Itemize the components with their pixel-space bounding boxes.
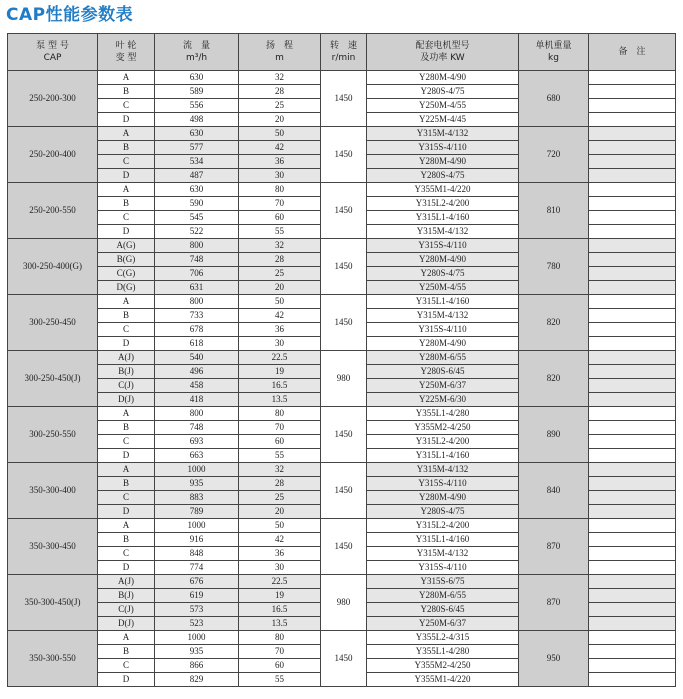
- table-body: [8, 71, 676, 687]
- variant-cell: B(J): [98, 365, 155, 379]
- head-cell: 42: [239, 533, 321, 547]
- note-cell: [589, 155, 676, 169]
- variant-cell: D(G): [98, 281, 155, 295]
- header-note: 备 注: [589, 34, 676, 71]
- speed-cell: 1450: [321, 463, 367, 519]
- weight-cell: 870: [519, 519, 589, 575]
- motor-cell: Y315M-4/132: [367, 225, 519, 239]
- flow-cell: 589: [155, 85, 239, 99]
- variant-cell: A: [98, 631, 155, 645]
- head-cell: 36: [239, 155, 321, 169]
- motor-cell: Y355L1-4/280: [367, 645, 519, 659]
- table-row: [8, 407, 676, 421]
- motor-cell: Y280S-6/45: [367, 365, 519, 379]
- variant-cell: A(G): [98, 239, 155, 253]
- note-cell: [589, 99, 676, 113]
- note-cell: [589, 239, 676, 253]
- head-cell: 30: [239, 561, 321, 575]
- motor-cell: Y315L1-4/160: [367, 533, 519, 547]
- variant-cell: C(G): [98, 267, 155, 281]
- head-cell: 70: [239, 421, 321, 435]
- flow-cell: 630: [155, 127, 239, 141]
- flow-cell: 800: [155, 239, 239, 253]
- flow-cell: 498: [155, 113, 239, 127]
- note-cell: [589, 309, 676, 323]
- header-head: 扬 程 m: [239, 34, 321, 71]
- variant-cell: C(J): [98, 379, 155, 393]
- pump-model-cell: 300-250-450: [8, 295, 98, 351]
- motor-cell: Y250M-4/55: [367, 281, 519, 295]
- speed-cell: 1450: [321, 631, 367, 687]
- variant-cell: C(J): [98, 603, 155, 617]
- note-cell: [589, 673, 676, 687]
- note-cell: [589, 533, 676, 547]
- flow-cell: 618: [155, 337, 239, 351]
- motor-cell: Y355M2-4/250: [367, 421, 519, 435]
- variant-cell: B: [98, 421, 155, 435]
- motor-cell: Y355M2-4/250: [367, 659, 519, 673]
- flow-cell: 916: [155, 533, 239, 547]
- head-cell: 19: [239, 365, 321, 379]
- table-row: [8, 183, 676, 197]
- motor-cell: Y315L1-4/160: [367, 295, 519, 309]
- weight-cell: 840: [519, 463, 589, 519]
- head-cell: 20: [239, 281, 321, 295]
- head-cell: 22.5: [239, 351, 321, 365]
- variant-cell: B: [98, 141, 155, 155]
- motor-cell: Y355M1-4/220: [367, 183, 519, 197]
- motor-cell: Y225M-6/30: [367, 393, 519, 407]
- speed-cell: 1450: [321, 295, 367, 351]
- motor-cell: Y315M-4/132: [367, 309, 519, 323]
- motor-cell: Y315S-6/75: [367, 575, 519, 589]
- motor-cell: Y355M1-4/220: [367, 673, 519, 687]
- flow-cell: 800: [155, 295, 239, 309]
- note-cell: [589, 575, 676, 589]
- note-cell: [589, 393, 676, 407]
- table-row: [8, 71, 676, 85]
- head-cell: 80: [239, 631, 321, 645]
- table-row: [8, 239, 676, 253]
- head-cell: 28: [239, 477, 321, 491]
- head-cell: 42: [239, 309, 321, 323]
- flow-cell: 545: [155, 211, 239, 225]
- flow-cell: 619: [155, 589, 239, 603]
- motor-cell: Y280M-4/90: [367, 253, 519, 267]
- head-cell: 25: [239, 267, 321, 281]
- flow-cell: 676: [155, 575, 239, 589]
- note-cell: [589, 519, 676, 533]
- note-cell: [589, 491, 676, 505]
- note-cell: [589, 323, 676, 337]
- motor-cell: Y250M-6/37: [367, 379, 519, 393]
- table-row: [8, 351, 676, 365]
- flow-cell: 590: [155, 197, 239, 211]
- variant-cell: B(G): [98, 253, 155, 267]
- motor-cell: Y280M-4/90: [367, 155, 519, 169]
- variant-cell: C: [98, 491, 155, 505]
- flow-cell: 556: [155, 99, 239, 113]
- head-cell: 60: [239, 435, 321, 449]
- motor-cell: Y250M-6/37: [367, 617, 519, 631]
- note-cell: [589, 589, 676, 603]
- motor-cell: Y355L2-4/315: [367, 631, 519, 645]
- flow-cell: 678: [155, 323, 239, 337]
- motor-cell: Y315L2-4/200: [367, 519, 519, 533]
- flow-cell: 774: [155, 561, 239, 575]
- note-cell: [589, 197, 676, 211]
- flow-cell: 487: [155, 169, 239, 183]
- table-row: [8, 631, 676, 645]
- flow-cell: 418: [155, 393, 239, 407]
- head-cell: 20: [239, 505, 321, 519]
- head-cell: 80: [239, 183, 321, 197]
- pump-model-cell: 350-300-550: [8, 631, 98, 687]
- motor-cell: Y225M-4/45: [367, 113, 519, 127]
- weight-cell: 780: [519, 239, 589, 295]
- motor-cell: Y315S-4/110: [367, 141, 519, 155]
- motor-cell: Y250M-4/55: [367, 99, 519, 113]
- note-cell: [589, 295, 676, 309]
- pump-model-cell: 250-200-300: [8, 71, 98, 127]
- note-cell: [589, 463, 676, 477]
- head-cell: 60: [239, 211, 321, 225]
- pump-model-cell: 300-250-450(J): [8, 351, 98, 407]
- flow-cell: 577: [155, 141, 239, 155]
- variant-cell: B: [98, 533, 155, 547]
- flow-cell: 748: [155, 421, 239, 435]
- performance-table: [7, 33, 676, 687]
- pump-model-cell: 250-200-550: [8, 183, 98, 239]
- note-cell: [589, 505, 676, 519]
- head-cell: 70: [239, 645, 321, 659]
- flow-cell: 866: [155, 659, 239, 673]
- note-cell: [589, 603, 676, 617]
- note-cell: [589, 267, 676, 281]
- note-cell: [589, 253, 676, 267]
- speed-cell: 980: [321, 575, 367, 631]
- note-cell: [589, 379, 676, 393]
- note-cell: [589, 449, 676, 463]
- pump-model-cell: 300-250-550: [8, 407, 98, 463]
- motor-cell: Y280M-4/90: [367, 337, 519, 351]
- variant-cell: D: [98, 449, 155, 463]
- note-cell: [589, 337, 676, 351]
- header-weight: 单机重量 kg: [519, 34, 589, 71]
- head-cell: 36: [239, 547, 321, 561]
- flow-cell: 693: [155, 435, 239, 449]
- head-cell: 50: [239, 295, 321, 309]
- motor-cell: Y315L1-4/160: [367, 449, 519, 463]
- head-cell: 20: [239, 113, 321, 127]
- table-row: [8, 575, 676, 589]
- pump-model-cell: 350-300-450: [8, 519, 98, 575]
- head-cell: 13.5: [239, 617, 321, 631]
- motor-cell: Y315L2-4/200: [367, 435, 519, 449]
- variant-cell: B: [98, 645, 155, 659]
- page-title: CAP性能参数表: [6, 5, 134, 25]
- speed-cell: 1450: [321, 407, 367, 463]
- motor-cell: Y280S-4/75: [367, 169, 519, 183]
- variant-cell: C: [98, 547, 155, 561]
- pump-model-cell: 300-250-400(G): [8, 239, 98, 295]
- motor-cell: Y280M-4/90: [367, 71, 519, 85]
- motor-cell: Y280M-4/90: [367, 491, 519, 505]
- variant-cell: A(J): [98, 575, 155, 589]
- variant-cell: C: [98, 99, 155, 113]
- flow-cell: 534: [155, 155, 239, 169]
- weight-cell: 820: [519, 295, 589, 351]
- flow-cell: 883: [155, 491, 239, 505]
- weight-cell: 720: [519, 127, 589, 183]
- variant-cell: C: [98, 435, 155, 449]
- weight-cell: 680: [519, 71, 589, 127]
- variant-cell: B: [98, 85, 155, 99]
- note-cell: [589, 169, 676, 183]
- note-cell: [589, 659, 676, 673]
- note-cell: [589, 407, 676, 421]
- weight-cell: 950: [519, 631, 589, 687]
- variant-cell: A: [98, 407, 155, 421]
- head-cell: 36: [239, 323, 321, 337]
- head-cell: 55: [239, 225, 321, 239]
- variant-cell: C: [98, 211, 155, 225]
- flow-cell: 733: [155, 309, 239, 323]
- flow-cell: 630: [155, 71, 239, 85]
- flow-cell: 935: [155, 477, 239, 491]
- head-cell: 32: [239, 239, 321, 253]
- flow-cell: 1000: [155, 463, 239, 477]
- table-row: [8, 127, 676, 141]
- variant-cell: D: [98, 673, 155, 687]
- flow-cell: 848: [155, 547, 239, 561]
- flow-cell: 1000: [155, 631, 239, 645]
- variant-cell: A: [98, 295, 155, 309]
- motor-cell: Y315L2-4/200: [367, 197, 519, 211]
- table-row: [8, 463, 676, 477]
- flow-cell: 573: [155, 603, 239, 617]
- header-model: 泵 型 号 CAP: [8, 34, 98, 71]
- flow-cell: 829: [155, 673, 239, 687]
- variant-cell: D: [98, 113, 155, 127]
- head-cell: 55: [239, 673, 321, 687]
- speed-cell: 1450: [321, 127, 367, 183]
- head-cell: 60: [239, 659, 321, 673]
- variant-cell: A: [98, 71, 155, 85]
- header-row: [8, 34, 676, 71]
- flow-cell: 935: [155, 645, 239, 659]
- motor-cell: Y280S-4/75: [367, 505, 519, 519]
- head-cell: 32: [239, 71, 321, 85]
- note-cell: [589, 365, 676, 379]
- head-cell: 13.5: [239, 393, 321, 407]
- header-speed: 转 速 r/min: [321, 34, 367, 71]
- flow-cell: 800: [155, 407, 239, 421]
- flow-cell: 663: [155, 449, 239, 463]
- variant-cell: D: [98, 505, 155, 519]
- header-variant: 叶 轮 变 型: [98, 34, 155, 71]
- flow-cell: 458: [155, 379, 239, 393]
- flow-cell: 630: [155, 183, 239, 197]
- weight-cell: 870: [519, 575, 589, 631]
- head-cell: 80: [239, 407, 321, 421]
- head-cell: 30: [239, 169, 321, 183]
- motor-cell: Y315M-4/132: [367, 463, 519, 477]
- head-cell: 16.5: [239, 603, 321, 617]
- variant-cell: B: [98, 197, 155, 211]
- table-row: [8, 519, 676, 533]
- variant-cell: A: [98, 463, 155, 477]
- header-motor: 配套电机型号 及功率 KW: [367, 34, 519, 71]
- note-cell: [589, 211, 676, 225]
- speed-cell: 1450: [321, 519, 367, 575]
- note-cell: [589, 561, 676, 575]
- motor-cell: Y315S-4/110: [367, 239, 519, 253]
- flow-cell: 1000: [155, 519, 239, 533]
- head-cell: 32: [239, 463, 321, 477]
- head-cell: 50: [239, 127, 321, 141]
- variant-cell: D: [98, 337, 155, 351]
- speed-cell: 1450: [321, 183, 367, 239]
- flow-cell: 522: [155, 225, 239, 239]
- variant-cell: A(J): [98, 351, 155, 365]
- weight-cell: 820: [519, 351, 589, 407]
- flow-cell: 631: [155, 281, 239, 295]
- head-cell: 25: [239, 99, 321, 113]
- variant-cell: D(J): [98, 393, 155, 407]
- head-cell: 22.5: [239, 575, 321, 589]
- variant-cell: D: [98, 561, 155, 575]
- head-cell: 55: [239, 449, 321, 463]
- variant-cell: D(J): [98, 617, 155, 631]
- head-cell: 19: [239, 589, 321, 603]
- head-cell: 30: [239, 337, 321, 351]
- note-cell: [589, 141, 676, 155]
- note-cell: [589, 183, 676, 197]
- motor-cell: Y315M-4/132: [367, 547, 519, 561]
- note-cell: [589, 85, 676, 99]
- variant-cell: A: [98, 183, 155, 197]
- head-cell: 25: [239, 491, 321, 505]
- note-cell: [589, 631, 676, 645]
- motor-cell: Y315S-4/110: [367, 323, 519, 337]
- motor-cell: Y315S-4/110: [367, 561, 519, 575]
- pump-model-cell: 350-300-450(J): [8, 575, 98, 631]
- variant-cell: C: [98, 323, 155, 337]
- note-cell: [589, 421, 676, 435]
- motor-cell: Y280S-4/75: [367, 85, 519, 99]
- variant-cell: C: [98, 659, 155, 673]
- flow-cell: 523: [155, 617, 239, 631]
- note-cell: [589, 113, 676, 127]
- motor-cell: Y315M-4/132: [367, 127, 519, 141]
- note-cell: [589, 435, 676, 449]
- head-cell: 50: [239, 519, 321, 533]
- header-flow: 流 量 m³/h: [155, 34, 239, 71]
- table-row: [8, 295, 676, 309]
- variant-cell: A: [98, 519, 155, 533]
- note-cell: [589, 281, 676, 295]
- flow-cell: 789: [155, 505, 239, 519]
- pump-model-cell: 250-200-400: [8, 127, 98, 183]
- variant-cell: D: [98, 169, 155, 183]
- note-cell: [589, 617, 676, 631]
- pump-model-cell: 350-300-400: [8, 463, 98, 519]
- flow-cell: 706: [155, 267, 239, 281]
- head-cell: 70: [239, 197, 321, 211]
- note-cell: [589, 477, 676, 491]
- motor-cell: Y355L1-4/280: [367, 407, 519, 421]
- weight-cell: 890: [519, 407, 589, 463]
- head-cell: 42: [239, 141, 321, 155]
- variant-cell: A: [98, 127, 155, 141]
- variant-cell: B: [98, 477, 155, 491]
- head-cell: 28: [239, 253, 321, 267]
- note-cell: [589, 127, 676, 141]
- variant-cell: C: [98, 155, 155, 169]
- weight-cell: 810: [519, 183, 589, 239]
- motor-cell: Y280S-4/75: [367, 267, 519, 281]
- motor-cell: Y280S-6/45: [367, 603, 519, 617]
- motor-cell: Y280M-6/55: [367, 589, 519, 603]
- motor-cell: Y315L1-4/160: [367, 211, 519, 225]
- speed-cell: 1450: [321, 71, 367, 127]
- note-cell: [589, 645, 676, 659]
- flow-cell: 748: [155, 253, 239, 267]
- note-cell: [589, 71, 676, 85]
- head-cell: 28: [239, 85, 321, 99]
- variant-cell: B: [98, 309, 155, 323]
- motor-cell: Y315S-4/110: [367, 477, 519, 491]
- speed-cell: 1450: [321, 239, 367, 295]
- head-cell: 16.5: [239, 379, 321, 393]
- variant-cell: D: [98, 225, 155, 239]
- flow-cell: 540: [155, 351, 239, 365]
- note-cell: [589, 225, 676, 239]
- speed-cell: 980: [321, 351, 367, 407]
- motor-cell: Y280M-6/55: [367, 351, 519, 365]
- note-cell: [589, 547, 676, 561]
- note-cell: [589, 351, 676, 365]
- variant-cell: B(J): [98, 589, 155, 603]
- flow-cell: 496: [155, 365, 239, 379]
